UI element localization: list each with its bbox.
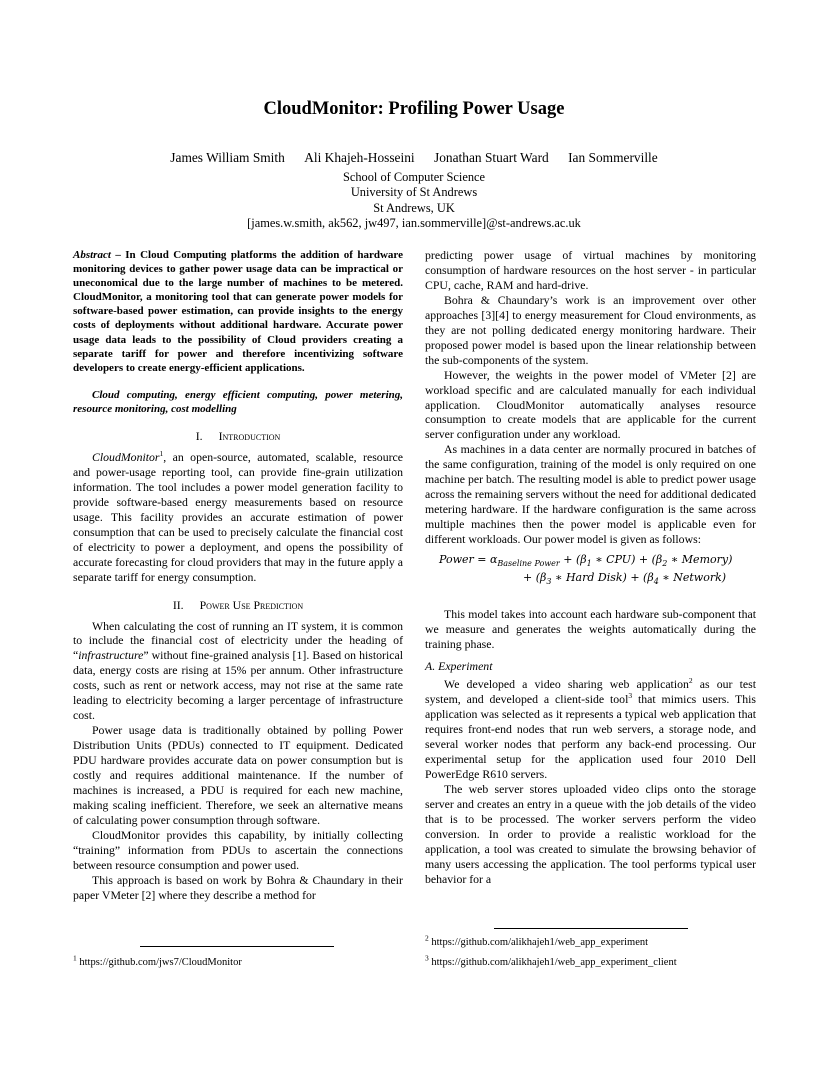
body-text: When calculating the cost of running an IT system, it is common to include the financial cost of electricity under the heading of “: [73, 618, 403, 663]
section-number: II.: [172, 597, 184, 612]
equation-subscript: 2: [662, 559, 668, 569]
equation-subscript: 4: [653, 577, 659, 587]
left-column: [73, 248, 403, 903]
body-text: ” without fine-grained analysis [1]. Based on historical data, energy costs are rising at 15% per annum. Other infrastructure costs, such as rent or network access, may not rise at the same rate leading to electricity becoming a larger percentage of infrastructure cost.: [73, 648, 403, 723]
footnote-url[interactable]: https://github.com/alikhajeh1/web_app_experiment_client: [431, 957, 677, 968]
power-model-equation: [425, 553, 756, 589]
body-paragraph: The web server stores uploaded video clips onto the storage server and creates an entry in a queue with the job details of the video that is to be processed. The worker servers perform the video conversion. In order to provide a realistic workload for the application, a tool was created to simulate the browsing behavior of many users accessing the application. The tool performs typical user behavior for a: [425, 781, 756, 886]
body-text: as our test system, and developed a client-side tool: [425, 677, 756, 707]
equation-line: [425, 571, 756, 589]
footnote-2: [425, 933, 649, 949]
author-name: Ali Khajeh-Hosseini: [304, 150, 415, 165]
index-terms: Cloud computing, energy efficient computing, power metering, resource monitoring, cost modelling: [73, 388, 403, 415]
equation-term: ∗ CPU) + (β: [591, 553, 663, 567]
author-list: [0, 150, 828, 166]
body-text: that mimics users. This application was selected as it represents a typical web application that requires front-end nodes that run web servers, a storage node, and several worker nodes that perform any back-end processing. Our experimental setup for the application used four 2010 Dell PowerEdge R610 servers.: [425, 692, 756, 781]
body-paragraph: Power usage data is traditionally obtained by polling Power Distribution Units (PDUs) connected to IT equipment. Dedicated PDU hardware provides accurate data on power consumption but is costly and requires additional maintenance. If the number of machines is increased, a PDU is required for each new machine, making scaling inefficient. Therefore, we seek an alternative means of calculating power consumption through software.: [73, 723, 403, 827]
subsection-title: Experiment: [438, 659, 493, 674]
body-paragraph: This model takes into account each hardware sub-component that we measure and generates the weights automatically during the training phase.: [425, 607, 756, 652]
abstract-dash: –: [110, 249, 126, 261]
equation-term: ∗ Memory): [667, 553, 733, 567]
intro-paragraph: [73, 450, 403, 585]
footnote-1: [73, 953, 242, 969]
footnote-url[interactable]: https://github.com/jws7/CloudMonitor: [79, 957, 242, 968]
section-title: Introduction: [218, 429, 281, 444]
equation-term: + (β: [559, 553, 587, 567]
equation-term: Power = α: [439, 553, 498, 567]
abstract-text: In Cloud Computing platforms the addition of hardware monitoring devices to gather power usage data can be impractical or uneconomical due to the large number of machines to be metered. CloudMonitor, a monitoring tool that can generate power models for software-based power estimation, can provide insights to the energy costs of deployments without additional hardware. Accurate power usage data leads to the possibility of Cloud providers creating a separate tariff for power and therefore incentivizing software developers to create energy-efficient applications.: [73, 249, 403, 374]
tool-name: CloudMonitor: [92, 449, 160, 464]
section-title: Power Use Prediction: [199, 597, 304, 612]
body-paragraph: However, the weights in the power model of VMeter [2] are workload specific and are calculated manually for each individual application. CloudMonitor automatically analyses resource consumption to create models that are applicable for the current server configuration under any workload.: [425, 367, 756, 442]
footnote-url[interactable]: https://github.com/alikhajeh1/web_app_experiment: [431, 937, 649, 948]
footnote-marker: 2: [688, 676, 693, 686]
body-paragraph: CloudMonitor provides this capability, by initially collecting “training” information from PDUs to ascertain the connections between resource consumption and power used.: [73, 827, 403, 872]
author-name: James William Smith: [170, 150, 285, 165]
subsection-number: A.: [425, 659, 436, 674]
affiliation-block: [0, 170, 828, 232]
body-paragraph: [73, 619, 403, 724]
equation-subscript: 3: [546, 577, 552, 587]
footnote-marker: 3: [628, 691, 633, 701]
body-paragraph: Bohra & Chaundary’s work is an improvement over other approaches [3][4] to energy measurement for Cloud environments, as they are not polling dedicated energy monitoring hardware. Their proposed power model is based upon the linear relationship between the sub-components of the system.: [425, 292, 756, 367]
body-text: We developed a video sharing web application: [444, 677, 689, 692]
body-paragraph: [425, 677, 756, 782]
section-number: I.: [195, 429, 203, 444]
equation-subscript: Baseline Power: [497, 559, 560, 569]
footnote-marker: 1: [159, 449, 164, 459]
equation-term: + (β: [523, 571, 547, 585]
body-paragraph: predicting power usage of virtual machines by monitoring consumption of hardware resources on the host server - in particular CPU, cache, RAM and hard-drive.: [425, 248, 756, 292]
footnote-number: 3: [425, 953, 429, 963]
author-name: Jonathan Stuart Ward: [434, 150, 549, 165]
footnote-rule: [494, 928, 688, 929]
footnote-rule: [140, 946, 334, 947]
affiliation-emails: [james.w.smith, ak562, jw497, ian.sommerville]@st-andrews.ac.uk: [247, 216, 581, 231]
body-paragraph: As machines in a data center are normally procured in batches of the same configuration, training of the model is only required on one machine per batch. The resulting model is able to predict power usage across the remaining servers without the need for additional dedicated metering hardware. If the hardware configuration is the same across multiple machines then the power model is applicable even for different workloads. Our power model is given as follows:: [425, 442, 756, 547]
equation-line: [425, 553, 756, 571]
affiliation-dept: School of Computer Science: [342, 170, 486, 184]
abstract-label: Abstract: [73, 249, 111, 261]
section-heading-introduction: [73, 429, 403, 444]
subsection-heading-experiment: [425, 659, 756, 674]
footnote-number: 2: [425, 933, 429, 943]
right-column: [425, 248, 756, 887]
equation-term: ∗ Network): [658, 571, 727, 585]
affiliation-university: University of St Andrews: [350, 185, 478, 200]
equation-subscript: 1: [586, 559, 592, 569]
section-heading-power-use: [73, 598, 403, 613]
author-name: Ian Sommerville: [568, 150, 658, 165]
emphasis-text: infrastructure: [78, 648, 144, 663]
intro-text: , an open-source, automated, scalable, resource and power-usage reporting tool, can provide fine-grain utilization information. The tool includes a power model generation facility to provide software-based energy measurements based on resource usage. This facility provides an accurate estimation of power consumption that can be used to precisely calculate the financial cost of electricity to power a deployment, and opens the possibility of accurate forecasting for cloud providers that may in the future apply a separate tariff for energy consumption.: [73, 449, 403, 584]
affiliation-place: St Andrews, UK: [373, 200, 455, 215]
paper-title: CloudMonitor: Profiling Power Usage: [263, 99, 565, 119]
equation-term: ∗ Hard Disk) + (β: [551, 571, 654, 585]
footnote-number: 1: [73, 953, 77, 963]
body-paragraph: This approach is based on work by Bohra & Chaundary in their paper VMeter [2] where they describe a method for: [73, 872, 403, 902]
abstract-paragraph: [73, 248, 403, 375]
footnote-3: [425, 953, 677, 969]
